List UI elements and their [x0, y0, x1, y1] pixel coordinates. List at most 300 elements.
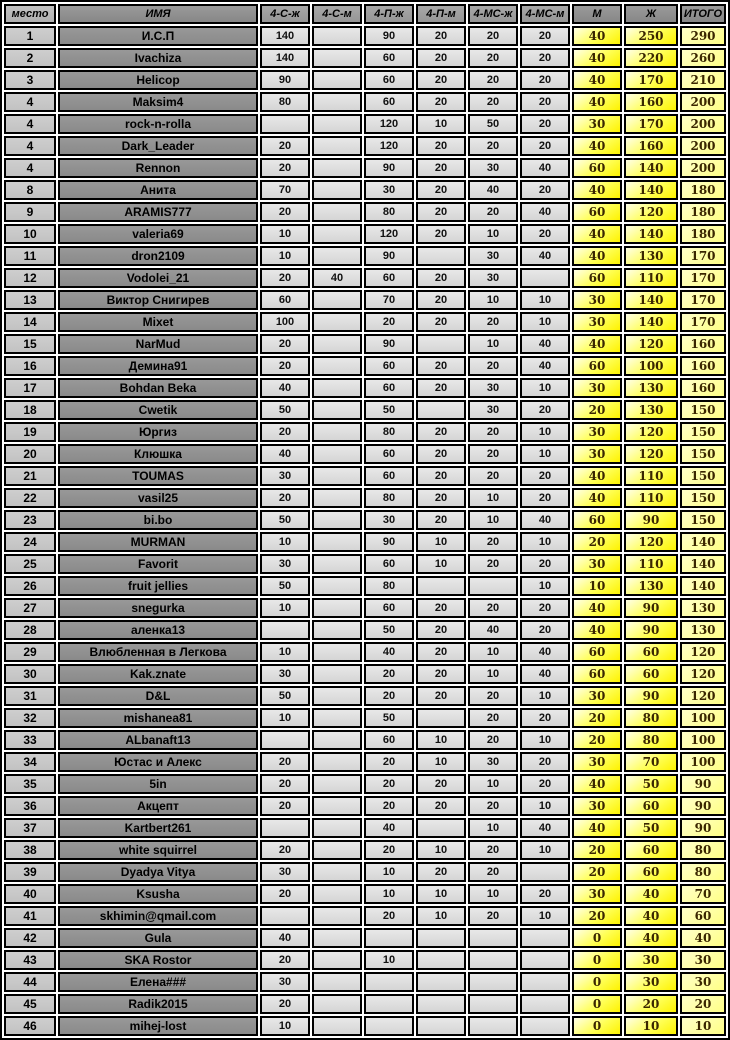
cell-4-p-m: 20: [416, 48, 466, 68]
cell-itogo: 90: [680, 796, 726, 816]
cell-4-c-zh: 20: [260, 422, 310, 442]
cell-4-p-m: [416, 1016, 466, 1036]
cell-zh-total: 90: [624, 686, 678, 706]
cell-4-p-m: 20: [416, 488, 466, 508]
cell-4-ms-zh: 20: [468, 730, 518, 750]
cell-m-total: 30: [572, 884, 622, 904]
cell-4-ms-zh: 20: [468, 532, 518, 552]
cell-4-p-zh: 80: [364, 488, 414, 508]
cell-place: 26: [4, 576, 56, 596]
table-row: [4, 928, 726, 948]
cell-m-total: 0: [572, 928, 622, 948]
table-row: [4, 598, 726, 618]
table-row: [4, 994, 726, 1014]
cell-name: D&L: [58, 686, 258, 706]
cell-4-p-m: [416, 576, 466, 596]
cell-4-c-zh: [260, 906, 310, 926]
table-row: [4, 730, 726, 750]
cell-4-p-zh: 60: [364, 48, 414, 68]
cell-m-total: 30: [572, 444, 622, 464]
table-row: [4, 708, 726, 728]
cell-4-p-zh: 90: [364, 246, 414, 266]
cell-zh-total: 110: [624, 554, 678, 574]
cell-place: 13: [4, 290, 56, 310]
cell-zh-total: 120: [624, 202, 678, 222]
cell-4-c-m: [312, 1016, 362, 1036]
cell-4-ms-zh: 20: [468, 554, 518, 574]
cell-4-ms-zh: 10: [468, 774, 518, 794]
cell-4-ms-zh: 20: [468, 202, 518, 222]
cell-zh-total: 60: [624, 796, 678, 816]
column-header-name: ИМЯ: [58, 4, 258, 24]
cell-4-c-m: [312, 334, 362, 354]
cell-4-p-m: [416, 994, 466, 1014]
cell-4-c-zh: 20: [260, 950, 310, 970]
cell-4-p-zh: 70: [364, 290, 414, 310]
cell-name: Kartbert261: [58, 818, 258, 838]
cell-4-c-m: [312, 686, 362, 706]
cell-4-ms-zh: 20: [468, 708, 518, 728]
cell-4-ms-m: [520, 1016, 570, 1036]
cell-4-ms-zh: 20: [468, 136, 518, 156]
cell-4-c-zh: 30: [260, 466, 310, 486]
cell-name: Dyadya Vitya: [58, 862, 258, 882]
table-row: [4, 642, 726, 662]
cell-place: 35: [4, 774, 56, 794]
cell-4-c-m: [312, 554, 362, 574]
cell-4-p-zh: 60: [364, 378, 414, 398]
cell-zh-total: 60: [624, 862, 678, 882]
cell-4-ms-zh: 20: [468, 796, 518, 816]
cell-4-c-zh: 10: [260, 246, 310, 266]
cell-4-p-zh: 60: [364, 92, 414, 112]
cell-4-p-m: 20: [416, 620, 466, 640]
cell-place: 12: [4, 268, 56, 288]
cell-place: 42: [4, 928, 56, 948]
cell-4-ms-m: 20: [520, 774, 570, 794]
cell-4-ms-m: 40: [520, 158, 570, 178]
cell-4-c-zh: 100: [260, 312, 310, 332]
cell-zh-total: 130: [624, 400, 678, 420]
cell-4-c-zh: 40: [260, 378, 310, 398]
cell-place: 4: [4, 114, 56, 134]
cell-zh-total: 130: [624, 246, 678, 266]
cell-zh-total: 140: [624, 158, 678, 178]
cell-4-p-zh: 60: [364, 356, 414, 376]
cell-place: 20: [4, 444, 56, 464]
cell-zh-total: 140: [624, 180, 678, 200]
cell-4-c-m: [312, 510, 362, 530]
cell-4-c-zh: 140: [260, 48, 310, 68]
cell-m-total: 60: [572, 664, 622, 684]
column-header-4-c-zh: 4-С-ж: [260, 4, 310, 24]
cell-4-ms-m: 20: [520, 752, 570, 772]
cell-name: Анита: [58, 180, 258, 200]
cell-place: 8: [4, 180, 56, 200]
cell-itogo: 200: [680, 158, 726, 178]
table-row: [4, 246, 726, 266]
cell-m-total: 40: [572, 246, 622, 266]
cell-4-c-zh: 30: [260, 862, 310, 882]
cell-4-p-zh: 20: [364, 664, 414, 684]
cell-name: Bohdan Beka: [58, 378, 258, 398]
cell-place: 3: [4, 70, 56, 90]
cell-place: 46: [4, 1016, 56, 1036]
cell-itogo: 40: [680, 928, 726, 948]
cell-4-ms-zh: 10: [468, 488, 518, 508]
cell-4-ms-m: 20: [520, 554, 570, 574]
table-row: [4, 488, 726, 508]
table-row: [4, 840, 726, 860]
table-row: [4, 114, 726, 134]
cell-itogo: 210: [680, 70, 726, 90]
cell-zh-total: 170: [624, 70, 678, 90]
cell-itogo: 150: [680, 444, 726, 464]
table-row: [4, 774, 726, 794]
cell-zh-total: 80: [624, 708, 678, 728]
column-header-4-c-m: 4-С-м: [312, 4, 362, 24]
cell-name: Клюшка: [58, 444, 258, 464]
cell-place: 10: [4, 224, 56, 244]
cell-zh-total: 120: [624, 422, 678, 442]
cell-4-ms-zh: 20: [468, 26, 518, 46]
cell-m-total: 0: [572, 950, 622, 970]
table-row: [4, 620, 726, 640]
cell-4-p-m: [416, 246, 466, 266]
cell-4-c-m: [312, 752, 362, 772]
cell-4-p-zh: 60: [364, 554, 414, 574]
cell-place: 32: [4, 708, 56, 728]
cell-itogo: 80: [680, 862, 726, 882]
cell-4-ms-zh: 10: [468, 290, 518, 310]
table-row: [4, 290, 726, 310]
cell-m-total: 40: [572, 620, 622, 640]
cell-4-p-m: 20: [416, 180, 466, 200]
cell-itogo: 90: [680, 818, 726, 838]
cell-4-p-zh: 20: [364, 774, 414, 794]
cell-zh-total: 130: [624, 378, 678, 398]
cell-4-ms-zh: 50: [468, 114, 518, 134]
cell-name: Helicop: [58, 70, 258, 90]
cell-name: Елена###: [58, 972, 258, 992]
cell-4-ms-zh: [468, 950, 518, 970]
cell-zh-total: 80: [624, 730, 678, 750]
cell-place: 39: [4, 862, 56, 882]
cell-4-c-zh: 10: [260, 224, 310, 244]
cell-4-ms-m: [520, 950, 570, 970]
cell-4-c-m: 40: [312, 268, 362, 288]
table-row: [4, 664, 726, 684]
cell-4-c-m: [312, 290, 362, 310]
cell-4-p-m: 20: [416, 136, 466, 156]
cell-4-c-m: [312, 906, 362, 926]
cell-itogo: 170: [680, 312, 726, 332]
cell-itogo: 180: [680, 202, 726, 222]
table-row: [4, 466, 726, 486]
cell-m-total: 20: [572, 906, 622, 926]
cell-4-c-m: [312, 532, 362, 552]
cell-4-c-zh: 20: [260, 158, 310, 178]
cell-4-ms-m: 10: [520, 290, 570, 310]
cell-4-c-zh: 10: [260, 1016, 310, 1036]
cell-4-ms-m: 10: [520, 532, 570, 552]
cell-4-ms-zh: 30: [468, 268, 518, 288]
cell-4-c-m: [312, 796, 362, 816]
cell-m-total: 20: [572, 862, 622, 882]
cell-4-p-m: 20: [416, 70, 466, 90]
cell-m-total: 20: [572, 708, 622, 728]
cell-4-c-zh: 20: [260, 774, 310, 794]
cell-itogo: 20: [680, 994, 726, 1014]
cell-4-ms-m: 40: [520, 642, 570, 662]
cell-4-p-m: 20: [416, 466, 466, 486]
cell-m-total: 40: [572, 26, 622, 46]
cell-name: Ivachiza: [58, 48, 258, 68]
cell-4-p-m: 10: [416, 752, 466, 772]
cell-name: Юстас и Алекс: [58, 752, 258, 772]
cell-4-c-zh: [260, 620, 310, 640]
cell-4-ms-m: 40: [520, 664, 570, 684]
table-row: [4, 686, 726, 706]
cell-name: Kak.znate: [58, 664, 258, 684]
cell-4-c-m: [312, 840, 362, 860]
cell-place: 21: [4, 466, 56, 486]
cell-m-total: 0: [572, 994, 622, 1014]
table-row: [4, 422, 726, 442]
cell-4-p-m: 10: [416, 114, 466, 134]
cell-m-total: 40: [572, 180, 622, 200]
cell-4-c-m: [312, 378, 362, 398]
cell-m-total: 40: [572, 136, 622, 156]
cell-4-ms-zh: [468, 994, 518, 1014]
cell-4-c-zh: 30: [260, 664, 310, 684]
cell-zh-total: 110: [624, 466, 678, 486]
cell-name: valeria69: [58, 224, 258, 244]
cell-4-c-zh: 10: [260, 708, 310, 728]
cell-name: white squirrel: [58, 840, 258, 860]
cell-4-c-m: [312, 664, 362, 684]
cell-4-c-zh: [260, 114, 310, 134]
cell-4-p-m: [416, 972, 466, 992]
cell-m-total: 30: [572, 554, 622, 574]
cell-4-p-m: 20: [416, 202, 466, 222]
cell-4-c-zh: 10: [260, 532, 310, 552]
cell-itogo: 70: [680, 884, 726, 904]
cell-itogo: 200: [680, 92, 726, 112]
cell-m-total: 60: [572, 642, 622, 662]
cell-zh-total: 60: [624, 840, 678, 860]
cell-4-c-m: [312, 158, 362, 178]
cell-zh-total: 220: [624, 48, 678, 68]
cell-zh-total: 140: [624, 290, 678, 310]
cell-4-ms-m: 20: [520, 598, 570, 618]
cell-4-ms-zh: 20: [468, 598, 518, 618]
cell-4-p-zh: [364, 1016, 414, 1036]
cell-4-p-zh: 80: [364, 576, 414, 596]
cell-name: mishanea81: [58, 708, 258, 728]
cell-4-ms-m: 10: [520, 686, 570, 706]
cell-4-ms-m: 20: [520, 708, 570, 728]
cell-4-p-zh: [364, 994, 414, 1014]
cell-m-total: 40: [572, 598, 622, 618]
cell-zh-total: 250: [624, 26, 678, 46]
cell-4-ms-m: 20: [520, 92, 570, 112]
cell-zh-total: 160: [624, 136, 678, 156]
table-row: [4, 334, 726, 354]
header-row: [4, 4, 726, 24]
cell-name: vasil25: [58, 488, 258, 508]
cell-4-p-zh: 30: [364, 510, 414, 530]
cell-name: Cwetik: [58, 400, 258, 420]
cell-itogo: 100: [680, 708, 726, 728]
cell-itogo: 120: [680, 664, 726, 684]
cell-4-p-m: 20: [416, 862, 466, 882]
cell-4-p-m: 10: [416, 884, 466, 904]
cell-4-c-zh: 20: [260, 334, 310, 354]
table-row: [4, 510, 726, 530]
column-header-4-ms-m: 4-МС-м: [520, 4, 570, 24]
cell-itogo: 200: [680, 136, 726, 156]
table-row: [4, 554, 726, 574]
cell-4-ms-m: 40: [520, 334, 570, 354]
cell-itogo: 130: [680, 598, 726, 618]
cell-m-total: 40: [572, 48, 622, 68]
cell-4-ms-m: 20: [520, 400, 570, 420]
table-row: [4, 950, 726, 970]
table-row: [4, 884, 726, 904]
cell-m-total: 10: [572, 576, 622, 596]
cell-4-c-zh: 20: [260, 268, 310, 288]
cell-4-ms-m: 10: [520, 422, 570, 442]
cell-4-c-zh: 60: [260, 290, 310, 310]
cell-zh-total: 40: [624, 906, 678, 926]
cell-name: 5in: [58, 774, 258, 794]
cell-name: bi.bo: [58, 510, 258, 530]
cell-4-p-zh: 120: [364, 114, 414, 134]
cell-4-c-zh: 70: [260, 180, 310, 200]
cell-4-c-zh: 20: [260, 884, 310, 904]
cell-4-ms-zh: 20: [468, 312, 518, 332]
cell-m-total: 30: [572, 290, 622, 310]
cell-4-ms-m: 20: [520, 466, 570, 486]
cell-4-c-m: [312, 312, 362, 332]
cell-4-ms-zh: [468, 972, 518, 992]
cell-zh-total: 50: [624, 818, 678, 838]
cell-place: 19: [4, 422, 56, 442]
cell-itogo: 150: [680, 422, 726, 442]
cell-4-ms-m: 20: [520, 180, 570, 200]
table-row: [4, 972, 726, 992]
cell-4-ms-zh: 10: [468, 224, 518, 244]
cell-place: 14: [4, 312, 56, 332]
cell-4-ms-zh: [468, 928, 518, 948]
cell-4-ms-m: 20: [520, 488, 570, 508]
cell-name: Vodolei_21: [58, 268, 258, 288]
cell-itogo: 180: [680, 180, 726, 200]
cell-zh-total: 170: [624, 114, 678, 134]
cell-name: Ksusha: [58, 884, 258, 904]
cell-itogo: 290: [680, 26, 726, 46]
cell-itogo: 160: [680, 356, 726, 376]
cell-4-ms-zh: 10: [468, 642, 518, 662]
cell-4-p-zh: 60: [364, 268, 414, 288]
cell-m-total: 30: [572, 796, 622, 816]
cell-4-p-m: 20: [416, 664, 466, 684]
cell-itogo: 10: [680, 1016, 726, 1036]
cell-m-total: 40: [572, 334, 622, 354]
table-row: [4, 576, 726, 596]
cell-4-ms-zh: 20: [468, 70, 518, 90]
cell-4-c-zh: 30: [260, 554, 310, 574]
cell-4-ms-zh: 30: [468, 752, 518, 772]
cell-name: ALbanaft13: [58, 730, 258, 750]
cell-zh-total: 30: [624, 972, 678, 992]
cell-4-p-m: 20: [416, 26, 466, 46]
cell-place: 28: [4, 620, 56, 640]
cell-4-p-zh: 20: [364, 906, 414, 926]
cell-itogo: 140: [680, 532, 726, 552]
cell-4-p-zh: 20: [364, 840, 414, 860]
cell-4-c-m: [312, 114, 362, 134]
cell-4-c-m: [312, 356, 362, 376]
cell-4-c-zh: 50: [260, 400, 310, 420]
cell-4-ms-zh: 30: [468, 400, 518, 420]
cell-place: 31: [4, 686, 56, 706]
cell-zh-total: 120: [624, 444, 678, 464]
cell-4-ms-zh: 20: [468, 862, 518, 882]
table-row: [4, 92, 726, 112]
cell-zh-total: 160: [624, 92, 678, 112]
cell-place: 18: [4, 400, 56, 420]
cell-4-p-m: [416, 708, 466, 728]
cell-4-p-zh: [364, 928, 414, 948]
table-row: [4, 136, 726, 156]
cell-m-total: 30: [572, 686, 622, 706]
cell-name: Mixet: [58, 312, 258, 332]
cell-4-ms-zh: 20: [468, 906, 518, 926]
column-header-4-p-zh: 4-П-ж: [364, 4, 414, 24]
cell-itogo: 120: [680, 686, 726, 706]
cell-4-p-zh: 10: [364, 862, 414, 882]
cell-4-ms-m: 10: [520, 906, 570, 926]
cell-itogo: 160: [680, 378, 726, 398]
cell-4-p-m: 20: [416, 224, 466, 244]
cell-m-total: 40: [572, 466, 622, 486]
cell-4-ms-zh: 20: [468, 444, 518, 464]
cell-4-ms-m: 10: [520, 378, 570, 398]
cell-place: 45: [4, 994, 56, 1014]
cell-4-ms-m: 10: [520, 730, 570, 750]
cell-place: 11: [4, 246, 56, 266]
column-header-zh: Ж: [624, 4, 678, 24]
cell-name: Виктор Снигирев: [58, 290, 258, 310]
cell-4-p-zh: 20: [364, 312, 414, 332]
cell-m-total: 40: [572, 70, 622, 90]
cell-4-c-m: [312, 488, 362, 508]
cell-4-c-m: [312, 70, 362, 90]
cell-place: 23: [4, 510, 56, 530]
cell-4-ms-m: 40: [520, 818, 570, 838]
cell-4-ms-m: 20: [520, 884, 570, 904]
table-row: [4, 752, 726, 772]
table-row: [4, 532, 726, 552]
cell-4-p-zh: 20: [364, 686, 414, 706]
cell-name: ARAMIS777: [58, 202, 258, 222]
cell-name: Gula: [58, 928, 258, 948]
cell-name: rock-n-rolla: [58, 114, 258, 134]
cell-zh-total: 60: [624, 664, 678, 684]
cell-4-c-m: [312, 928, 362, 948]
